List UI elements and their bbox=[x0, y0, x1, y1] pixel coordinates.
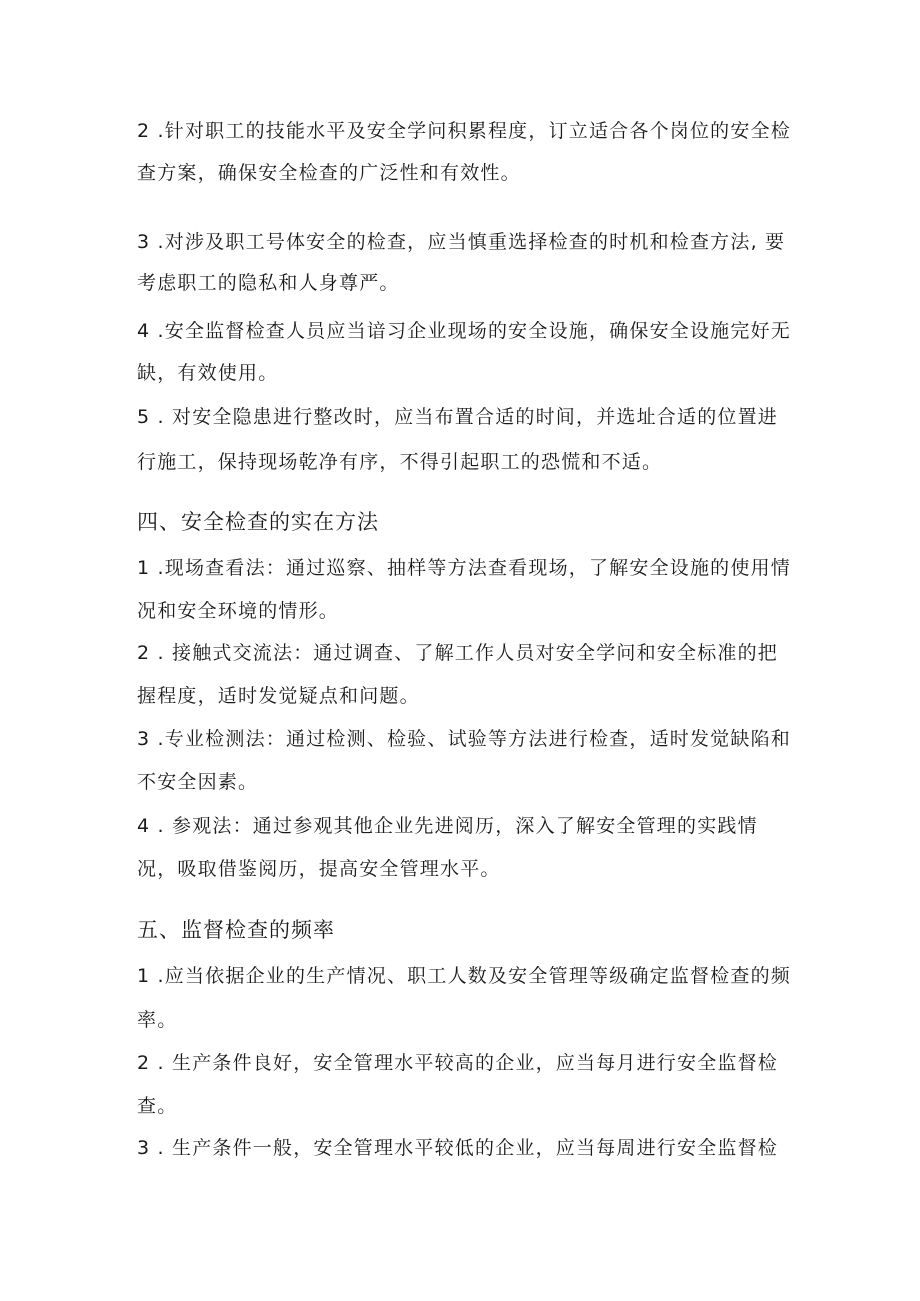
paragraph-line: 不安全因素。 bbox=[137, 771, 259, 793]
paragraph-line: 4 .安全监督检查人员应当谙习企业现场的安全设施，确保安全设施完好无 bbox=[137, 320, 791, 342]
paragraph-line: 握程度，适时发觉疑点和问题。 bbox=[137, 685, 420, 707]
paragraph-line: 3 . 生产条件一般，安全管理水平较低的企业，应当每周进行安全监督检 bbox=[137, 1137, 779, 1159]
paragraph-line: 况和安全环境的情形。 bbox=[137, 600, 340, 622]
paragraph-line: 2 . 接触式交流法：通过调查、了解工作人员对安全学问和安全标准的把 bbox=[137, 642, 779, 664]
paragraph-line: 况，吸取借鉴阅历，提高安全管理水平。 bbox=[137, 858, 501, 880]
paragraph-line: 率。 bbox=[137, 1009, 178, 1031]
paragraph-line: 查。 bbox=[137, 1095, 178, 1117]
paragraph-line: 4 . 参观法：通过参观其他企业先进阅历，深入了解安全管理的实践情 bbox=[137, 815, 758, 837]
section-heading: 五、监督检查的频率 bbox=[137, 918, 335, 942]
paragraph-line: 缺，有效使用。 bbox=[137, 362, 279, 384]
paragraph-line: 3 .对涉及职工号体安全的检查，应当慎重选择检查的时机和检查方法, 要 bbox=[137, 231, 786, 253]
paragraph-line: 2 .针对职工的技能水平及安全学问积累程度，订立适合各个岗位的安全检 bbox=[137, 120, 791, 142]
paragraph-line: 行施工，保持现场乾净有序，不得引起职工的恐慌和不适。 bbox=[137, 451, 663, 473]
paragraph-line: 5 . 对安全隐患进行整改时，应当布置合适的时间，并选址合适的位置进 bbox=[137, 406, 779, 428]
paragraph-line: 1 .现场查看法：通过巡察、抽样等方法查看现场，了解安全设施的使用情 bbox=[137, 557, 791, 579]
paragraph-line: 2 . 生产条件良好，安全管理水平较高的企业，应当每月进行安全监督检 bbox=[137, 1052, 779, 1074]
paragraph-line: 3 .专业检测法：通过检测、检验、试验等方法进行检查，适时发觉缺陷和 bbox=[137, 728, 791, 750]
paragraph-line: 查方案，确保安全检查的广泛性和有效性。 bbox=[137, 162, 521, 184]
paragraph-line: 1 .应当依据企业的生产情况、职工人数及安全管理等级确定监督检查的频 bbox=[137, 965, 791, 987]
paragraph-line: 考虑职工的隐私和人身尊严。 bbox=[137, 272, 400, 294]
section-heading: 四、安全检查的实在方法 bbox=[137, 510, 379, 534]
